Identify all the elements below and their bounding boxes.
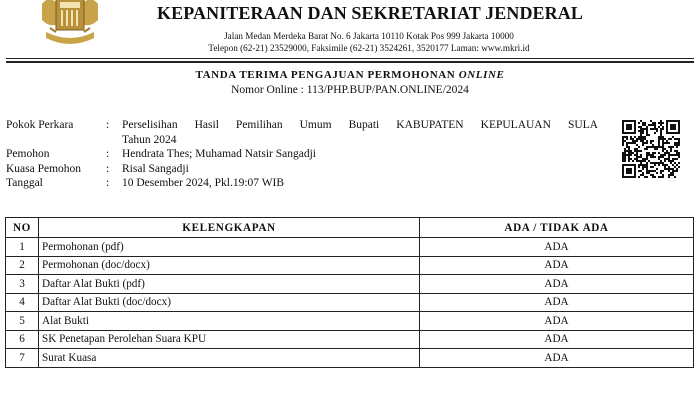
row-no: 3 [6,275,39,294]
table-header-row [6,218,694,238]
tanggal-value: 10 Desember 2024, Pkl.19:07 WIB [122,177,285,189]
table-row [6,293,694,312]
document-title-prefix: TANDA TERIMA PENGAJUAN PERMOHONAN [195,69,459,81]
kelengkapan-table [5,217,694,368]
row-no: 4 [6,293,39,312]
row-no: 5 [6,312,39,331]
colon: : [106,148,110,160]
header-kelengkapan: KELENGKAPAN [39,218,420,238]
kuasa-value: Risal Sangadji [122,162,189,175]
document-number: Nomor Online : 113/PHP.BUP/PAN.ONLINE/2024 [231,84,469,96]
header-status: ADA / TIDAK ADA [420,218,694,238]
pemohon-value: Hendrata Thes; Muhamad Natsir Sangadji [122,148,316,160]
tanggal-label: Tanggal [6,177,43,189]
document-title [0,69,700,81]
row-item: Daftar Alat Bukti (pdf) [39,275,420,294]
info-row-pokok [6,118,606,133]
header-divider-thick [6,61,694,63]
table-row [6,275,694,294]
row-item: Permohonan (pdf) [39,238,420,257]
qr-code-icon [622,120,680,178]
row-no: 1 [6,238,39,257]
document-title-emphasis: ONLINE [458,69,505,81]
info-row-pemohon [6,147,606,162]
pokok-label: Pokok Perkara [6,119,74,131]
pokok-value: Perselisihan Hasil Pemilihan Umum Bupati KABUPATEN KEPULAUAN SULA [122,119,598,131]
pokok-value-continued: Tahun 2024 [122,133,177,146]
table-row [6,349,694,368]
colon: : [106,177,110,189]
row-item: Permohonan (doc/docx) [39,256,420,275]
row-no: 6 [6,330,39,349]
row-status: ADA [420,330,694,349]
row-status: ADA [420,256,694,275]
header-no: NO [6,218,39,238]
case-info [6,118,606,191]
table-row [6,256,694,275]
header-divider-thin [6,58,694,59]
pemohon-label: Pemohon [6,148,50,160]
row-no: 2 [6,256,39,275]
colon: : [106,162,110,175]
table-row [6,238,694,257]
address-line-1: Jalan Medan Merdeka Barat No. 6 Jakarta 10110 Kotak Pos 999 Jakarta 10000 [224,31,514,41]
kuasa-label: Kuasa Pemohon [6,162,82,175]
row-status: ADA [420,349,694,368]
row-item: Alat Bukti [39,312,420,331]
table-row [6,330,694,349]
info-row-kuasa [6,162,606,177]
address-line-2: Telepon (62-21) 23529000, Faksimile (62-21) 3524261, 3520177 Laman: www.mkri.id [208,43,530,53]
row-item: SK Penetapan Perolehan Suara KPU [39,330,420,349]
row-item: Surat Kuasa [39,349,420,368]
row-status: ADA [420,275,694,294]
org-title: KEPANITERAAN DAN SEKRETARIAT JENDERAL [157,3,583,23]
row-no: 7 [6,349,39,368]
table-row [6,312,694,331]
info-row-tanggal [6,176,606,191]
colon: : [106,119,110,131]
row-status: ADA [420,312,694,331]
row-status: ADA [420,293,694,312]
row-status: ADA [420,238,694,257]
row-item: Daftar Alat Bukti (doc/docx) [39,293,420,312]
